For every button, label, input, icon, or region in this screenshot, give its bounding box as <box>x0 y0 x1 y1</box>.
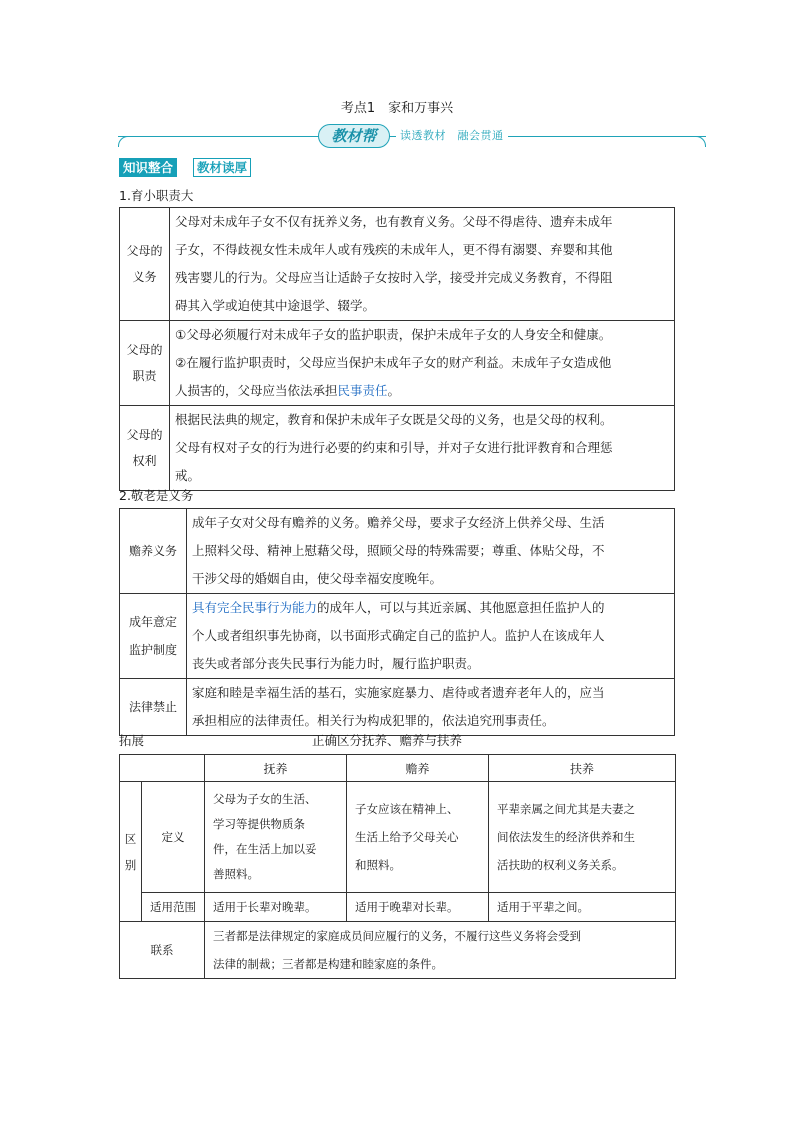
banner-line-right <box>693 136 706 147</box>
column-header: 赡养 <box>347 755 489 782</box>
tag-knowledge-integration: 知识整合 <box>119 158 177 177</box>
banner-line-left <box>118 136 131 147</box>
column-header: 扶养 <box>489 755 676 782</box>
table-row <box>120 893 676 922</box>
link-content: 三者都是法律规定的家庭成员间应履行的义务，不履行这些义务将会受到 法律的制裁；三者都是构建和睦家庭的条件。 <box>205 922 676 979</box>
comparison-table <box>119 754 676 979</box>
row-content: ①父母必须履行对未成年子女的监护职责，保护未成年子女的人身安全和健康。 ②在履行监护职责时，父母应当保护未成年子女的财产利益。未成年子女造成他 人损害的，父母应当依法承担民事责任。 <box>170 321 675 406</box>
row-content: 家庭和睦是幸福生活的基石，实施家庭暴力、虐待或者遗弃老年人的，应当 承担相应的法律责任。相关行为构成犯罪的，依法追究刑事责任。 <box>187 679 675 736</box>
link-label: 联系 <box>120 922 205 979</box>
section1-heading: 1.育小职责大 <box>119 188 194 203</box>
row-head: 父母的 职责 <box>120 321 170 406</box>
row-content: 根据民法典的规定，教育和保护未成年子女既是父母的义务，也是父母的权利。 父母有权对子女的行为进行必要的约束和引导，并对子女进行批评教育和合理惩 戒。 <box>170 406 675 491</box>
definition-cell: 父母为子女的生活、 学习等提供物质条 件，在生活上加以妥 善照料。 <box>205 782 347 893</box>
section-banner <box>118 124 706 150</box>
extension-label: 拓展 <box>119 733 145 748</box>
row-head: 父母的 义务 <box>120 208 170 321</box>
scope-label: 适用范围 <box>142 893 205 922</box>
table-row <box>120 509 675 594</box>
definition-cell: 平辈亲属之间尤其是夫妻之 间依法发生的经济供养和生 活扶助的权利义务关系。 <box>489 782 676 893</box>
table-row <box>120 208 675 321</box>
highlight-term: 具有完全民事行为能力 <box>192 600 318 615</box>
extension-title: 正确区分抚养、赡养与扶养 <box>312 733 463 748</box>
corner-cell <box>120 755 205 782</box>
definition-label: 定义 <box>142 782 205 893</box>
section2-heading: 2.敬老是义务 <box>119 488 194 503</box>
table-row <box>120 321 675 406</box>
row-content: 成年子女对父母有赡养的义务。赡养父母，要求子女经济上供养父母、生活 上照料父母、精神上慰藉父母，照顾父母的特殊需要；尊重、体贴父母，不 干涉父母的婚姻自由，使父母幸福安度晚年。 <box>187 509 675 594</box>
row-content: 具有完全民事行为能力的成年人，可以与其近亲属、其他愿意担任监护人的 个人或者组织事先协商，以书面形式确定自己的监护人。监护人在该成年人 丧失或者部分丧失民事行为能力时，履行监护职责。 <box>187 594 675 679</box>
section2-table <box>119 508 675 736</box>
banner-subtitle: 读透教材 融会贯通 <box>396 127 508 143</box>
table-row <box>120 679 675 736</box>
banner-badge: 教材帮 <box>318 124 390 148</box>
section1-table <box>119 207 675 491</box>
highlight-term: 民事责任 <box>337 383 388 398</box>
scope-cell: 适用于长辈对晚辈。 <box>205 893 347 922</box>
tag-textbook-reading: 教材读厚 <box>193 158 251 177</box>
table-row <box>120 594 675 679</box>
row-head: 父母的 权利 <box>120 406 170 491</box>
table-row <box>120 406 675 491</box>
column-header: 抚养 <box>205 755 347 782</box>
row-head: 法律禁止 <box>120 679 187 736</box>
definition-cell: 子女应该在精神上、 生活上给予父母关心 和照料。 <box>347 782 489 893</box>
difference-label: 区 别 <box>120 782 142 922</box>
page-title: 考点1 家和万事兴 <box>340 101 454 116</box>
table-row <box>120 782 676 893</box>
row-content: 父母对未成年子女不仅有抚养义务，也有教育义务。父母不得虐待、遗弃未成年 子女，不得歧视女性未成年人或有残疾的未成年人，更不得有溺婴、弃婴和其他 残害婴儿的行为。父母应当让适龄子女按时入学，接受并完成义务教育，不得阻 碍其入学或迫使其中途退学、辍学。 <box>170 208 675 321</box>
row-head: 赡养义务 <box>120 509 187 594</box>
table-row <box>120 922 676 979</box>
scope-cell: 适用于晚辈对长辈。 <box>347 893 489 922</box>
scope-cell: 适用于平辈之间。 <box>489 893 676 922</box>
table-row <box>120 755 676 782</box>
row-head: 成年意定 监护制度 <box>120 594 187 679</box>
